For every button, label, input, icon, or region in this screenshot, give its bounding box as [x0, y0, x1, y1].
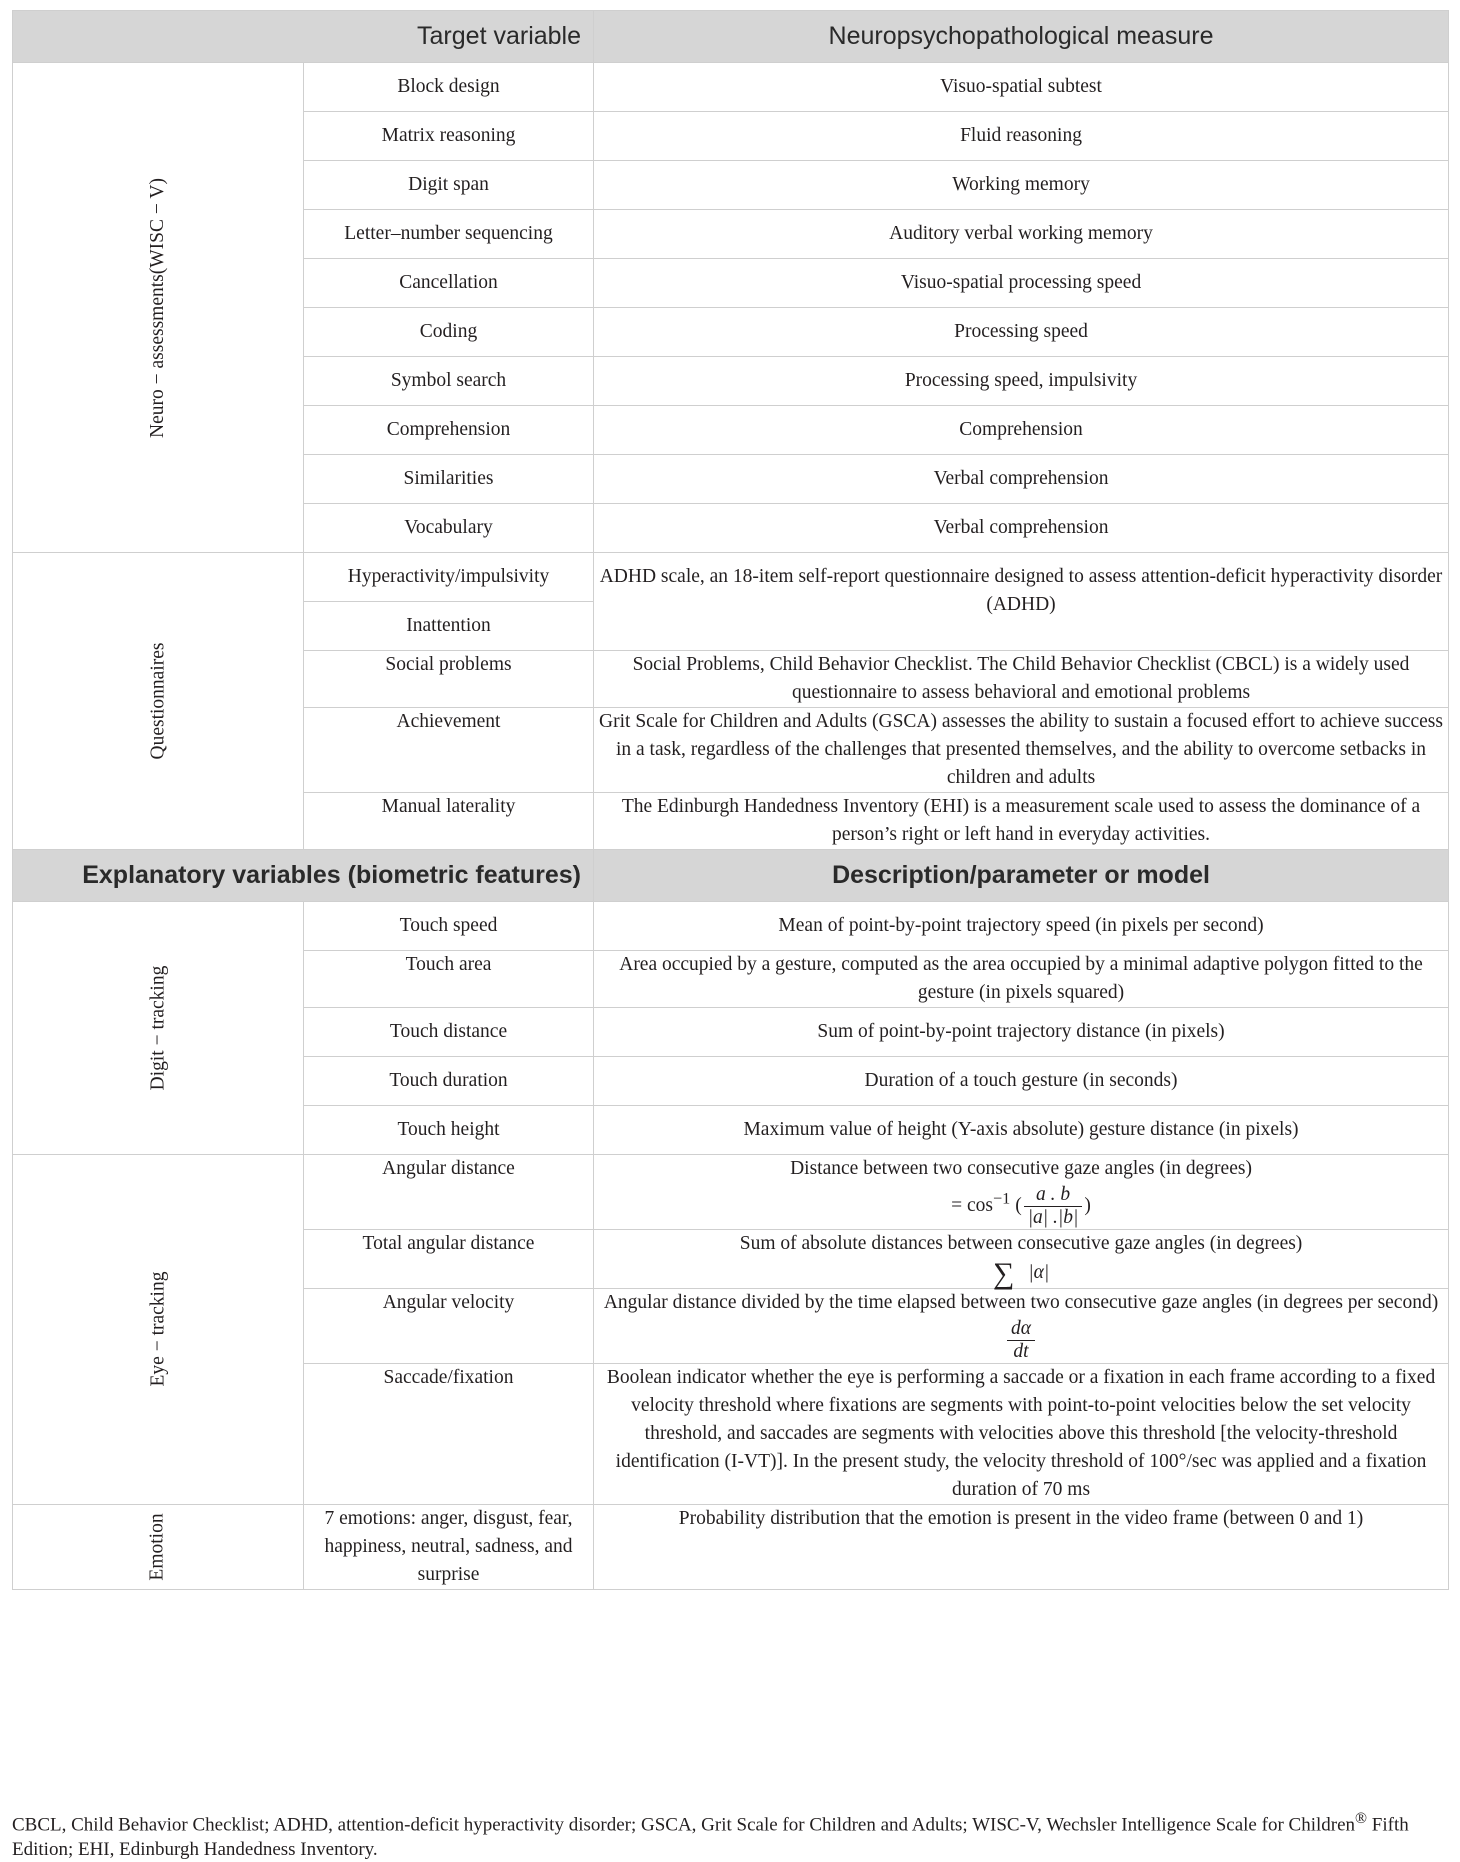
- group-questionnaires: [13, 553, 304, 850]
- header-target-variable: Target variable: [13, 11, 594, 63]
- row-variable: Achievement: [304, 708, 594, 793]
- row-description: Probability distribution that the emotion is present in the video frame (between 0 and 1): [594, 1504, 1449, 1589]
- row-variable: Similarities: [304, 455, 594, 504]
- row-variable: Inattention: [304, 602, 594, 651]
- group-eye-tracking: [13, 1155, 304, 1505]
- group-label: Emotion: [146, 1512, 168, 1581]
- formula-superscript: −1: [993, 1189, 1011, 1208]
- table-footnote: [12, 1806, 1452, 1862]
- row-variable: Touch speed: [304, 902, 594, 951]
- row-description: [594, 1230, 1449, 1289]
- row-variable: Touch duration: [304, 1057, 594, 1106]
- row-variable: Letter–number sequencing: [304, 210, 594, 259]
- row-measure: Processing speed, impulsivity: [594, 357, 1449, 406]
- row-measure: Working memory: [594, 161, 1449, 210]
- group-neuro-assessments: [13, 63, 304, 553]
- formula-numerator: dα: [1007, 1318, 1035, 1341]
- row-measure: Verbal comprehension: [594, 455, 1449, 504]
- group-emotion: [13, 1504, 304, 1589]
- header-description: Description/parameter or model: [594, 850, 1449, 902]
- row-description: Sum of point-by-point trajectory distance (in pixels): [594, 1008, 1449, 1057]
- row-variable: Hyperactivity/impulsivity: [304, 553, 594, 602]
- table-row: [13, 63, 1449, 112]
- row-description: Maximum value of height (Y-axis absolute) gesture distance (in pixels): [594, 1106, 1449, 1155]
- row-variable: Vocabulary: [304, 504, 594, 553]
- row-description: [594, 1288, 1449, 1363]
- description-text: Angular distance divided by the time elapsed between two consecutive gaze angles (in degrees per second): [603, 1291, 1439, 1313]
- row-variable: Block design: [304, 63, 594, 112]
- table-row: [13, 1504, 1449, 1589]
- row-variable: Coding: [304, 308, 594, 357]
- formula-open-paren: (: [1010, 1194, 1022, 1216]
- row-description: Area occupied by a gesture, computed as the area occupied by a minimal adaptive polygon fitted to the gesture (in pixels squared): [594, 951, 1449, 1008]
- row-measure: Visuo-spatial subtest: [594, 63, 1449, 112]
- row-measure: Visuo-spatial processing speed: [594, 259, 1449, 308]
- header-neuro-measure: Neuropsychopathological measure: [594, 11, 1449, 63]
- table-row: [13, 553, 1449, 602]
- table-row: [13, 1155, 1449, 1230]
- group-label: Eye − tracking: [146, 1271, 168, 1387]
- formula-abs-alpha: |α|: [1028, 1262, 1050, 1283]
- group-label: Digit − tracking: [146, 965, 168, 1091]
- row-measure: Fluid reasoning: [594, 112, 1449, 161]
- row-measure: Processing speed: [594, 308, 1449, 357]
- row-variable: Symbol search: [304, 357, 594, 406]
- row-variable: Manual laterality: [304, 793, 594, 850]
- row-description: Boolean indicator whether the eye is performing a saccade or a fixation in each frame according to a fixed velocity threshold where fixations are segments with point-to-point velocities below the set velocity threshold, and saccades are segments with velocities above this threshold [the velocity-threshold identification (I-VT)]. In the present study, the velocity threshold of 100°/sec was applied and a fixation duration of 70 ms: [594, 1363, 1449, 1504]
- group-label: Neuro − assessments(WISC − V): [147, 177, 168, 438]
- row-variable: Total angular distance: [304, 1230, 594, 1289]
- angular-distance-formula: [594, 1184, 1448, 1229]
- footnote-text: CBCL, Child Behavior Checklist; ADHD, attention-deficit hyperactivity disorder; GSCA, Grit Scale for Children and Adults; WISC-V, Wechsler Intelligence Scale for Children: [12, 1814, 1356, 1836]
- row-variable: Angular distance: [304, 1155, 594, 1230]
- description-text: Sum of absolute distances between consecutive gaze angles (in degrees): [739, 1233, 1303, 1254]
- measures-table: [12, 10, 1449, 1590]
- formula-numerator: a . b: [1024, 1184, 1083, 1207]
- formula-denominator: |a| .|b|: [1027, 1207, 1079, 1228]
- row-measure: ADHD scale, an 18-item self-report questionnaire designed to assess attention-deficit hyperactivity disorder (ADHD): [594, 553, 1449, 651]
- row-variable: Comprehension: [304, 406, 594, 455]
- row-description: Duration of a touch gesture (in seconds): [594, 1057, 1449, 1106]
- formula-prefix: = cos: [951, 1194, 994, 1216]
- row-variable: Digit span: [304, 161, 594, 210]
- header-explanatory-variables: Explanatory variables (biometric features): [13, 850, 594, 902]
- table-row: [13, 902, 1449, 951]
- row-description: Mean of point-by-point trajectory speed (in pixels per second): [594, 902, 1449, 951]
- table-header-row: [13, 11, 1449, 63]
- row-variable: Matrix reasoning: [304, 112, 594, 161]
- row-variable: Social problems: [304, 651, 594, 708]
- row-measure: Auditory verbal working memory: [594, 210, 1449, 259]
- sum-formula: [594, 1256, 1448, 1290]
- row-measure: Grit Scale for Children and Adults (GSCA) assesses the ability to sustain a focused effort to achieve success in a task, regardless of the challenges that presented themselves, and the ability to overcome setbacks in children and adults: [594, 708, 1449, 793]
- row-measure: Comprehension: [594, 406, 1449, 455]
- row-variable: Cancellation: [304, 259, 594, 308]
- formula-close-paren: ): [1084, 1194, 1091, 1216]
- row-variable: Touch height: [304, 1106, 594, 1155]
- section-header-row: [13, 850, 1449, 902]
- velocity-formula: [594, 1318, 1448, 1363]
- sum-symbol: ∑: [992, 1256, 1015, 1290]
- row-variable: Angular velocity: [304, 1288, 594, 1363]
- formula-fraction: [1024, 1184, 1083, 1229]
- group-label: Questionnaires: [146, 642, 168, 760]
- row-variable: Saccade/fixation: [304, 1363, 594, 1504]
- row-variable: 7 emotions: anger, disgust, fear, happiness, neutral, sadness, and surprise: [304, 1504, 594, 1589]
- description-text: Distance between two consecutive gaze angles (in degrees): [790, 1158, 1252, 1179]
- row-variable: Touch distance: [304, 1008, 594, 1057]
- row-measure: Verbal comprehension: [594, 504, 1449, 553]
- formula-fraction: [1007, 1318, 1035, 1363]
- row-measure: Social Problems, Child Behavior Checklist. The Child Behavior Checklist (CBCL) is a widely used questionnaire to assess behavioral and emotional problems: [594, 651, 1449, 708]
- footnote-text-continued: Fifth Edition; EHI, Edinburgh Handedness Inventory.: [12, 1814, 1409, 1861]
- registered-mark: ®: [1355, 1810, 1368, 1827]
- row-variable: Touch area: [304, 951, 594, 1008]
- row-measure: The Edinburgh Handedness Inventory (EHI) is a measurement scale used to assess the dominance of a person’s right or left hand in everyday activities.: [594, 793, 1449, 850]
- formula-denominator: dt: [1013, 1340, 1029, 1362]
- row-description: [594, 1155, 1449, 1230]
- group-digit-tracking: [13, 902, 304, 1155]
